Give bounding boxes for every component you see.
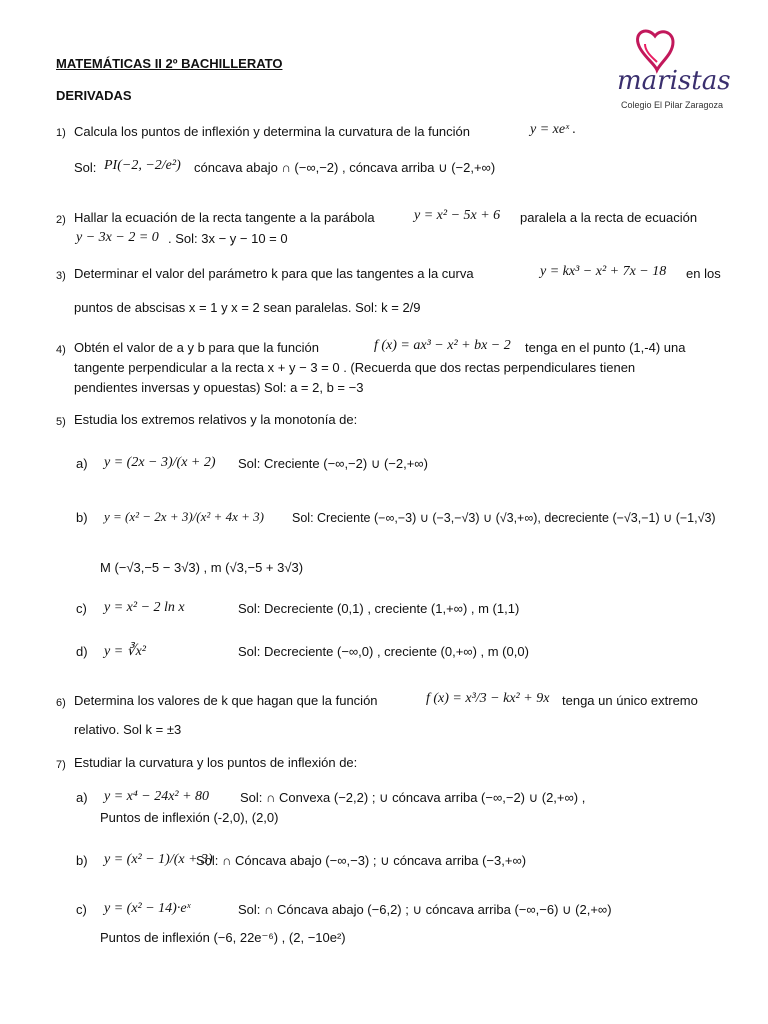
problem-number: 2) <box>56 214 66 226</box>
maristas-logo <box>603 24 753 116</box>
inflection-text: Puntos de inflexión (−6, 22e⁻⁶) , (2, −10e²) <box>100 930 346 945</box>
math-expression: f (x) = x³/3 − kx² + 9x <box>426 691 550 706</box>
item-label: d) <box>76 644 88 659</box>
inflection-point: PI(−2, −2/e²) <box>104 158 181 173</box>
math-expression: y − 3x − 2 = 0 <box>76 230 159 245</box>
math-expression: y = ∛x² <box>104 644 146 659</box>
item-label: b) <box>76 510 88 525</box>
math-expression: y = (2x − 3)/(x + 2) <box>104 455 216 470</box>
problem-number: 7) <box>56 759 66 771</box>
math-expression: y = (x² − 2x + 3)/(x² + 4x + 3) <box>104 509 264 524</box>
problem-text: Estudia los extremos relativos y la monotonía de: <box>74 412 358 427</box>
inflection-text: Puntos de inflexión (-2,0), (2,0) <box>100 810 279 825</box>
solution-text: puntos de abscisas x = 1 y x = 2 sean paralelas. Sol: k = 2/9 <box>74 300 421 315</box>
problem-text: tangente perpendicular a la recta x + y − 3 = 0 . (Recuerda que dos rectas perpendiculares tienen <box>74 360 636 375</box>
problem-text: Calcula los puntos de inflexión y determina la curvatura de la función <box>74 124 471 139</box>
math-expression: y = kx³ − x² + 7x − 18 <box>540 264 667 279</box>
math-expression: f (x) = ax³ − x² + bx − 2 <box>374 338 511 353</box>
item-label: a) <box>76 790 88 805</box>
problem-text: Determina los valores de k que hagan que la función <box>74 693 378 708</box>
problem-text: Estudiar la curvatura y los puntos de inflexión de: <box>74 755 358 770</box>
problem-number: 1) <box>56 127 66 139</box>
item-label: c) <box>76 601 87 616</box>
item-label: a) <box>76 456 88 471</box>
problem-number: 3) <box>56 270 66 282</box>
problem-text: Determinar el valor del parámetro k para que las tangentes a la curva <box>74 266 474 281</box>
solution-text: Sol: Creciente (−∞,−3) ∪ (−3,−√3) ∪ (√3,+∞), decreciente (−√3,−1) ∪ (−1,√3) <box>292 511 716 525</box>
solution-text: cóncava abajo ∩ (−∞,−2) , cóncava arriba ∪ (−2,+∞) <box>194 160 496 175</box>
item-label: b) <box>76 853 88 868</box>
logo-wordmark: maristas <box>617 66 731 96</box>
problem-text: tenga un único extremo <box>562 693 698 708</box>
problem-number: 6) <box>56 697 66 709</box>
problem-number: 4) <box>56 344 66 356</box>
extrema-text: M (−√3,−5 − 3√3) , m (√3,−5 + 3√3) <box>100 560 304 575</box>
solution-text: Sol: Decreciente (−∞,0) , creciente (0,+∞) , m (0,0) <box>238 644 529 659</box>
item-label: c) <box>76 902 87 917</box>
problem-text: tenga en el punto (1,-4) una <box>525 340 686 355</box>
problem-text: Hallar la ecuación de la recta tangente a la parábola <box>74 210 375 225</box>
solution-text: pendientes inversas y opuestas) Sol: a = 2, b = −3 <box>74 380 364 395</box>
problem-text: en los <box>686 266 721 281</box>
solution-text: Sol: Decreciente (0,1) , creciente (1,+∞) , m (1,1) <box>238 601 520 616</box>
math-expression: y = xeˣ . <box>530 122 577 137</box>
math-expression: y = (x² − 1)/(x + 3) <box>104 852 213 867</box>
solution-text: Sol: ∩ Cóncava abajo (−6,2) ; ∪ cóncava arriba (−∞,−6) ∪ (2,+∞) <box>238 902 612 917</box>
solution-text: Sol: Creciente (−∞,−2) ∪ (−2,+∞) <box>238 456 428 471</box>
solution-text: relativo. Sol k = ±3 <box>74 722 182 737</box>
logo-caption: Colegio El Pilar Zaragoza <box>621 100 724 110</box>
problem-text: Obtén el valor de a y b para que la función <box>74 340 319 355</box>
math-expression: y = x⁴ − 24x² + 80 <box>104 789 210 804</box>
page-title: MATEMÁTICAS II 2º BACHILLERATO <box>56 56 283 71</box>
math-expression: y = x² − 2 ln x <box>104 600 185 615</box>
section-title: DERIVADAS <box>56 88 132 103</box>
solution-text: . Sol: 3x − y − 10 = 0 <box>168 231 288 246</box>
problem-text: paralela a la recta de ecuación <box>520 210 698 225</box>
math-expression: y = (x² − 14)·eˣ <box>104 901 191 916</box>
problem-number: 5) <box>56 416 66 428</box>
solution-text: Sol: ∩ Convexa (−2,2) ; ∪ cóncava arriba (−∞,−2) ∪ (2,+∞) , <box>240 790 586 805</box>
solution-text: Sol: ∩ Cóncava abajo (−∞,−3) ; ∪ cóncava arriba (−3,+∞) <box>196 853 527 868</box>
math-expression: y = x² − 5x + 6 <box>414 208 501 223</box>
solution-label: Sol: <box>74 160 97 175</box>
